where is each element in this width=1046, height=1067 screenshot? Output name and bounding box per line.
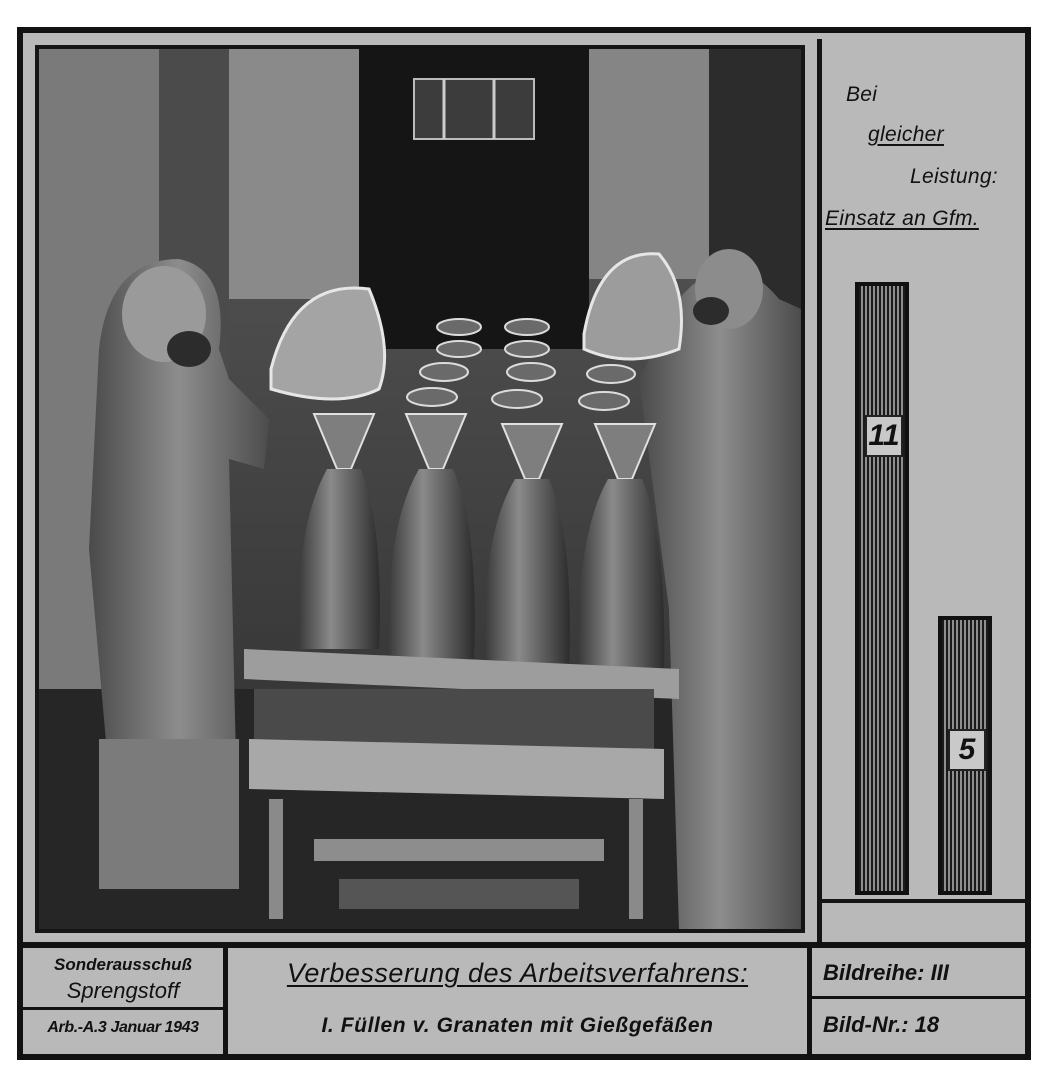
chart-caption-line2: gleicher <box>868 123 944 146</box>
poster-subtitle: I. Füllen v. Granaten mit Gießgefäßen <box>321 1014 714 1037</box>
chart-caption-line4: Einsatz an Gfm. <box>825 207 979 230</box>
series-label: Bildreihe: III <box>823 960 949 985</box>
chart-caption-line1: Bei <box>846 83 878 106</box>
org-reference: Arb.-A.3 Januar 1943 <box>47 1019 199 1036</box>
chart-baseline-band <box>822 899 1030 947</box>
bar-label: 11 <box>865 415 903 457</box>
factory-photo <box>35 45 805 933</box>
comparison-chart <box>817 39 1025 947</box>
poster-frame <box>17 27 1031 1060</box>
photo-illustration <box>39 49 801 929</box>
chart-caption-line3: Leistung: <box>910 165 998 188</box>
picture-number: Bild-Nr.: 18 <box>823 1012 940 1037</box>
bar-value-5 <box>938 616 992 895</box>
caption-strip <box>23 942 1025 1054</box>
poster-title: Verbesserung des Arbeitsverfahrens: <box>286 958 749 988</box>
bar-value-11 <box>855 282 909 895</box>
org-name-line2: Sprengstoff <box>66 978 180 1003</box>
org-name-line1: Sonderausschuß <box>54 955 192 974</box>
bar-label: 5 <box>948 729 986 771</box>
